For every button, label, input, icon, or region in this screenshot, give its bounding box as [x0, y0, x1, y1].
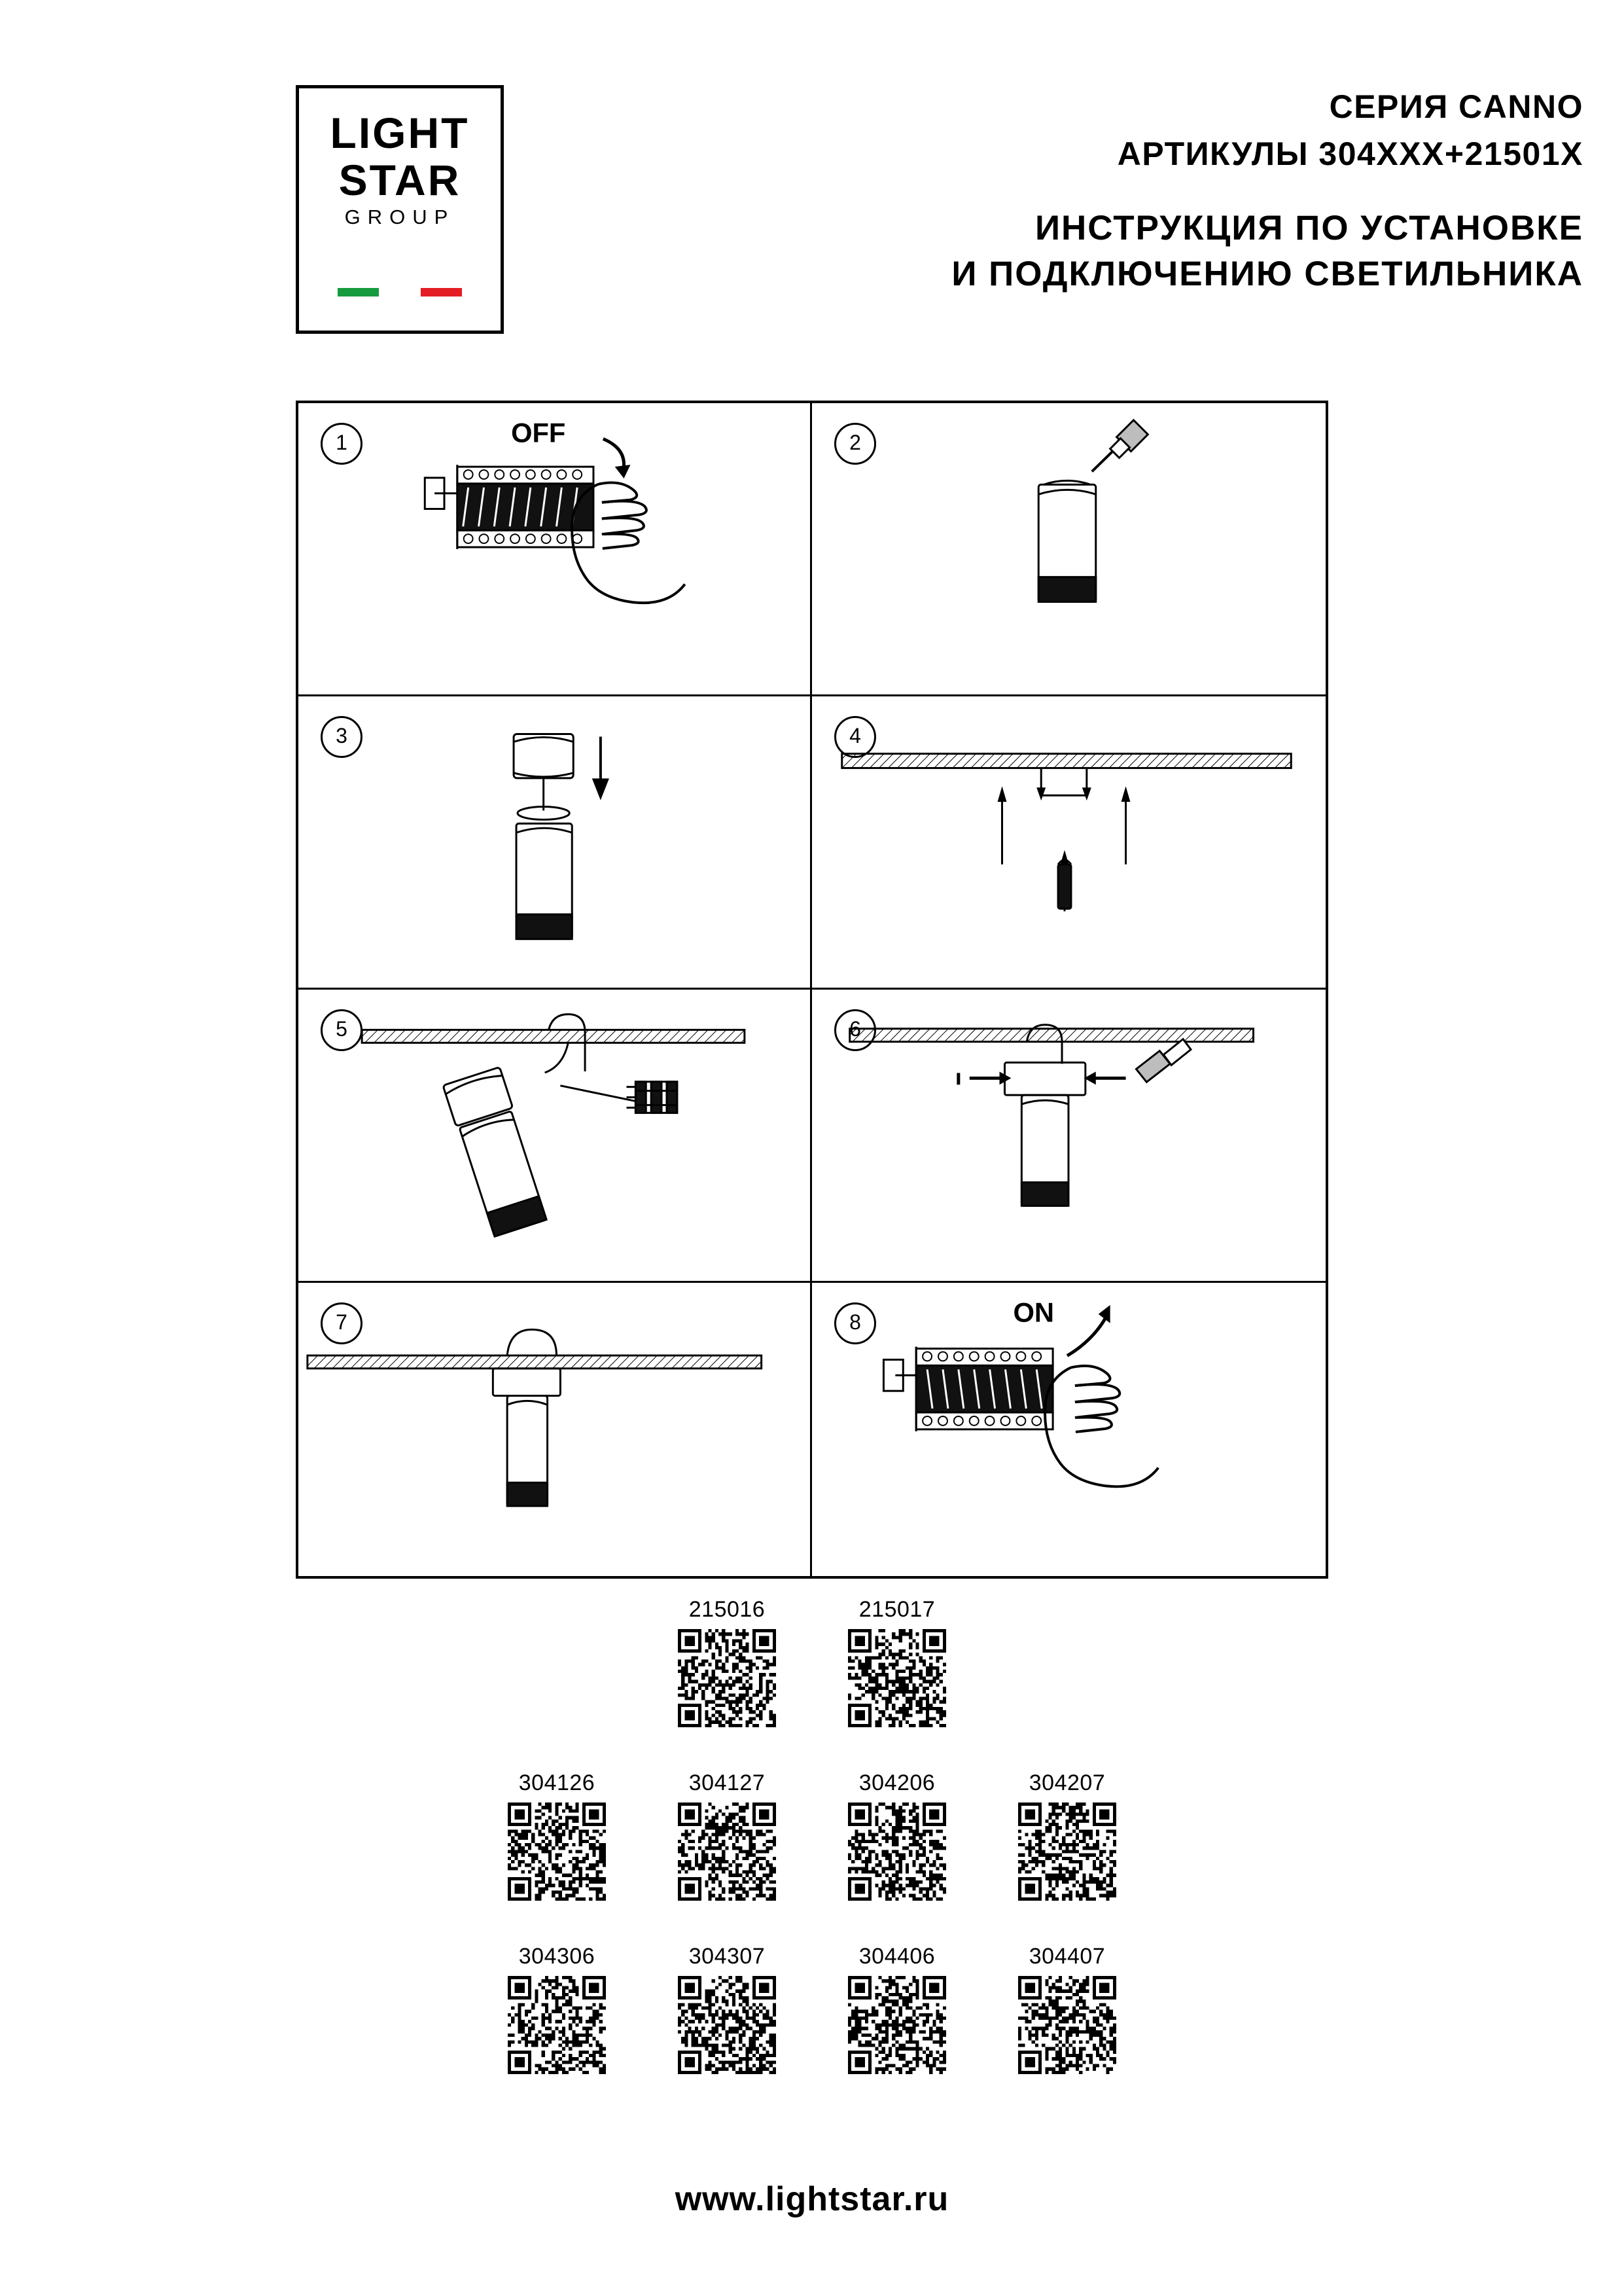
qr-item: [663, 1597, 791, 1727]
step-1-illustration: [298, 403, 810, 695]
step-number-8: 8: [834, 1302, 876, 1344]
qr-label: 304127: [688, 1770, 766, 1795]
qr-label: 304307: [688, 1944, 766, 1969]
qr-row-2: [0, 1770, 1624, 1901]
qr-label: 215017: [858, 1597, 936, 1622]
qr-item: [833, 1770, 961, 1901]
step-cell-8: [812, 1283, 1326, 1576]
step-6-illustration: [812, 990, 1326, 1283]
step-number-7: 7: [321, 1302, 362, 1344]
italian-flag-icon: [338, 288, 462, 296]
step-cell-1: [298, 403, 812, 696]
page-title-line-1: ИНСТРУКЦИЯ ПО УСТАНОВКЕ: [1034, 209, 1583, 247]
step-5-illustration: [298, 990, 810, 1282]
step-number-5: 5: [321, 1009, 362, 1051]
qr-code-image: [508, 1976, 606, 2074]
page-title-line-2: И ПОДКЛЮЧЕНИЮ СВЕТИЛЬНИКА: [951, 255, 1583, 293]
qr-code-image: [678, 1976, 776, 2074]
qr-code-image: [848, 1976, 946, 2074]
qr-item: [1003, 1770, 1131, 1901]
qr-code-section: [0, 1597, 1624, 2098]
step-2-illustration: [812, 403, 1326, 696]
qr-label: 304406: [858, 1944, 936, 1969]
qr-code-image: [848, 1629, 946, 1727]
instruction-steps-grid: [296, 401, 1328, 1579]
qr-code-image: [678, 1803, 776, 1901]
qr-item: [1003, 1944, 1131, 2074]
qr-code-image: [1018, 1803, 1116, 1901]
qr-item: [663, 1770, 791, 1901]
qr-label: 304206: [858, 1770, 936, 1795]
step-cell-3: [298, 696, 812, 990]
step-number-3: 3: [321, 716, 362, 758]
step-cell-4: [812, 696, 1326, 990]
qr-code-image: [508, 1803, 606, 1901]
step-cell-5: [298, 990, 812, 1283]
qr-code-image: [1018, 1976, 1116, 2074]
footer-website: www.lightstar.ru: [675, 2180, 949, 2218]
logo-wordmark: [299, 109, 501, 231]
step-1-label: OFF: [511, 417, 566, 448]
step-8-illustration: [812, 1283, 1326, 1576]
step-3-illustration: [298, 696, 810, 988]
step-cell-7: [298, 1283, 812, 1576]
page-header: [0, 72, 1624, 347]
qr-label: 215016: [688, 1597, 766, 1622]
qr-row-3: [0, 1944, 1624, 2074]
qr-label: 304306: [518, 1944, 595, 1969]
qr-code-image: [678, 1629, 776, 1727]
logo-line-group: GROUP: [344, 206, 455, 228]
step-4-illustration: [812, 696, 1326, 990]
document-title-block: [530, 84, 1583, 297]
step-7-illustration: [298, 1283, 810, 1575]
qr-label: 304207: [1029, 1770, 1106, 1795]
step-cell-6: [812, 990, 1326, 1283]
qr-label: 304407: [1029, 1944, 1106, 1969]
qr-code-image: [848, 1803, 946, 1901]
qr-label: 304126: [518, 1770, 595, 1795]
brand-logo: [296, 85, 504, 334]
step-8-label: ON: [1013, 1297, 1055, 1328]
article-numbers: АРТИКУЛЫ 304XXX+21501X: [1117, 135, 1583, 172]
step-cell-2: [812, 403, 1326, 696]
qr-item: [833, 1597, 961, 1727]
qr-item: [493, 1770, 621, 1901]
step-number-1: 1: [321, 423, 362, 465]
step-number-2: 2: [834, 423, 876, 465]
qr-row-1: [0, 1597, 1624, 1727]
series-name: СЕРИЯ CANNO: [1329, 88, 1583, 125]
step-number-4: 4: [834, 716, 876, 758]
qr-item: [663, 1944, 791, 2074]
qr-item: [493, 1944, 621, 2074]
qr-item: [833, 1944, 961, 2074]
logo-line-light: LIGHT: [330, 109, 470, 157]
logo-line-star: STAR: [338, 156, 461, 204]
